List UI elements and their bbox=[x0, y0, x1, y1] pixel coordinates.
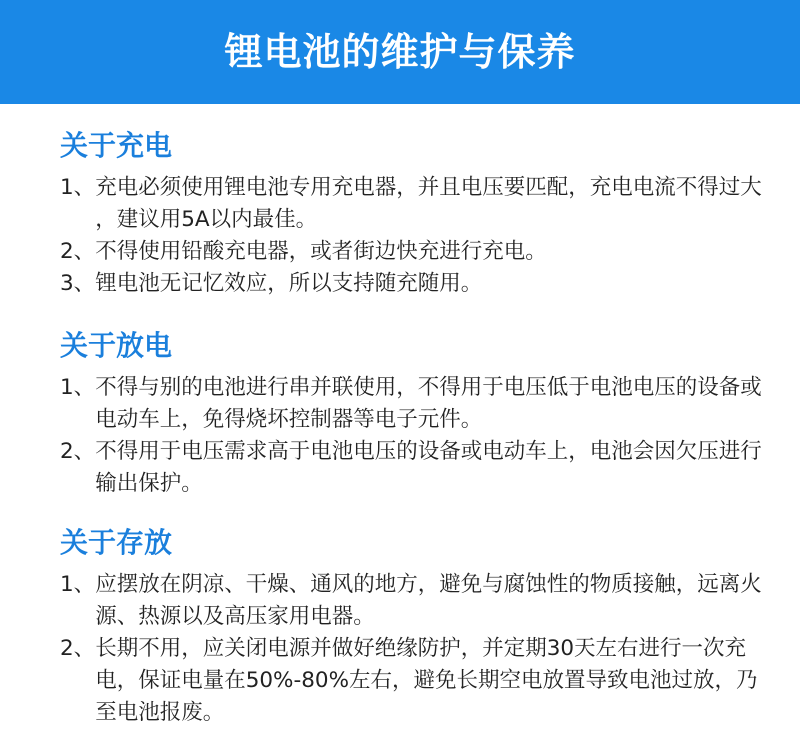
item-number: 2、 bbox=[60, 636, 96, 661]
item-number: 2、 bbox=[60, 439, 96, 464]
item-text: 长期不用，应关闭电源并做好绝缘防护，并定期30天左右进行一次充电，保证电量在50%-80%左右，避免长期空电放置导致电池过放，乃至电池报废。 bbox=[95, 636, 758, 725]
list-item bbox=[60, 268, 770, 300]
section-charging bbox=[60, 126, 770, 300]
section-heading-charging: 关于充电 bbox=[60, 129, 173, 162]
section-storage bbox=[60, 523, 770, 729]
item-number: 2、 bbox=[60, 239, 96, 264]
item-text: 应摆放在阴凉、干燥、通风的地方，避免与腐蚀性的物质接触，远离火源、热源以及高压家用电器。 bbox=[95, 572, 762, 629]
section-heading-storage: 关于存放 bbox=[60, 526, 173, 559]
list-item bbox=[60, 172, 770, 236]
item-text: 不得用于电压需求高于电池电压的设备或电动车上，电池会因欠压进行输出保护。 bbox=[95, 439, 762, 496]
item-number: 1、 bbox=[60, 175, 96, 200]
item-text: 充电必须使用锂电池专用充电器，并且电压要匹配，充电电流不得过大 ，建议用5A以内最佳。 bbox=[95, 175, 762, 232]
page-title: 锂电池的维护与保养 bbox=[224, 30, 576, 74]
item-text: 不得与别的电池进行串并联使用，不得用于电压低于电池电压的设备或电动车上，免得烧坏控制器等电子元件。 bbox=[95, 375, 762, 432]
list-item bbox=[60, 372, 770, 436]
section-heading-discharging: 关于放电 bbox=[60, 329, 173, 362]
list-item bbox=[60, 236, 770, 268]
section-discharging bbox=[60, 326, 770, 500]
item-text: 锂电池无记忆效应，所以支持随充随用。 bbox=[95, 271, 483, 296]
item-number: 3、 bbox=[60, 271, 96, 296]
list-item bbox=[60, 569, 770, 633]
item-number: 1、 bbox=[60, 375, 96, 400]
item-text: 不得使用铅酸充电器，或者街边快充进行充电。 bbox=[95, 239, 547, 264]
item-number: 1、 bbox=[60, 572, 96, 597]
list-item bbox=[60, 436, 770, 500]
list-item bbox=[60, 633, 770, 729]
